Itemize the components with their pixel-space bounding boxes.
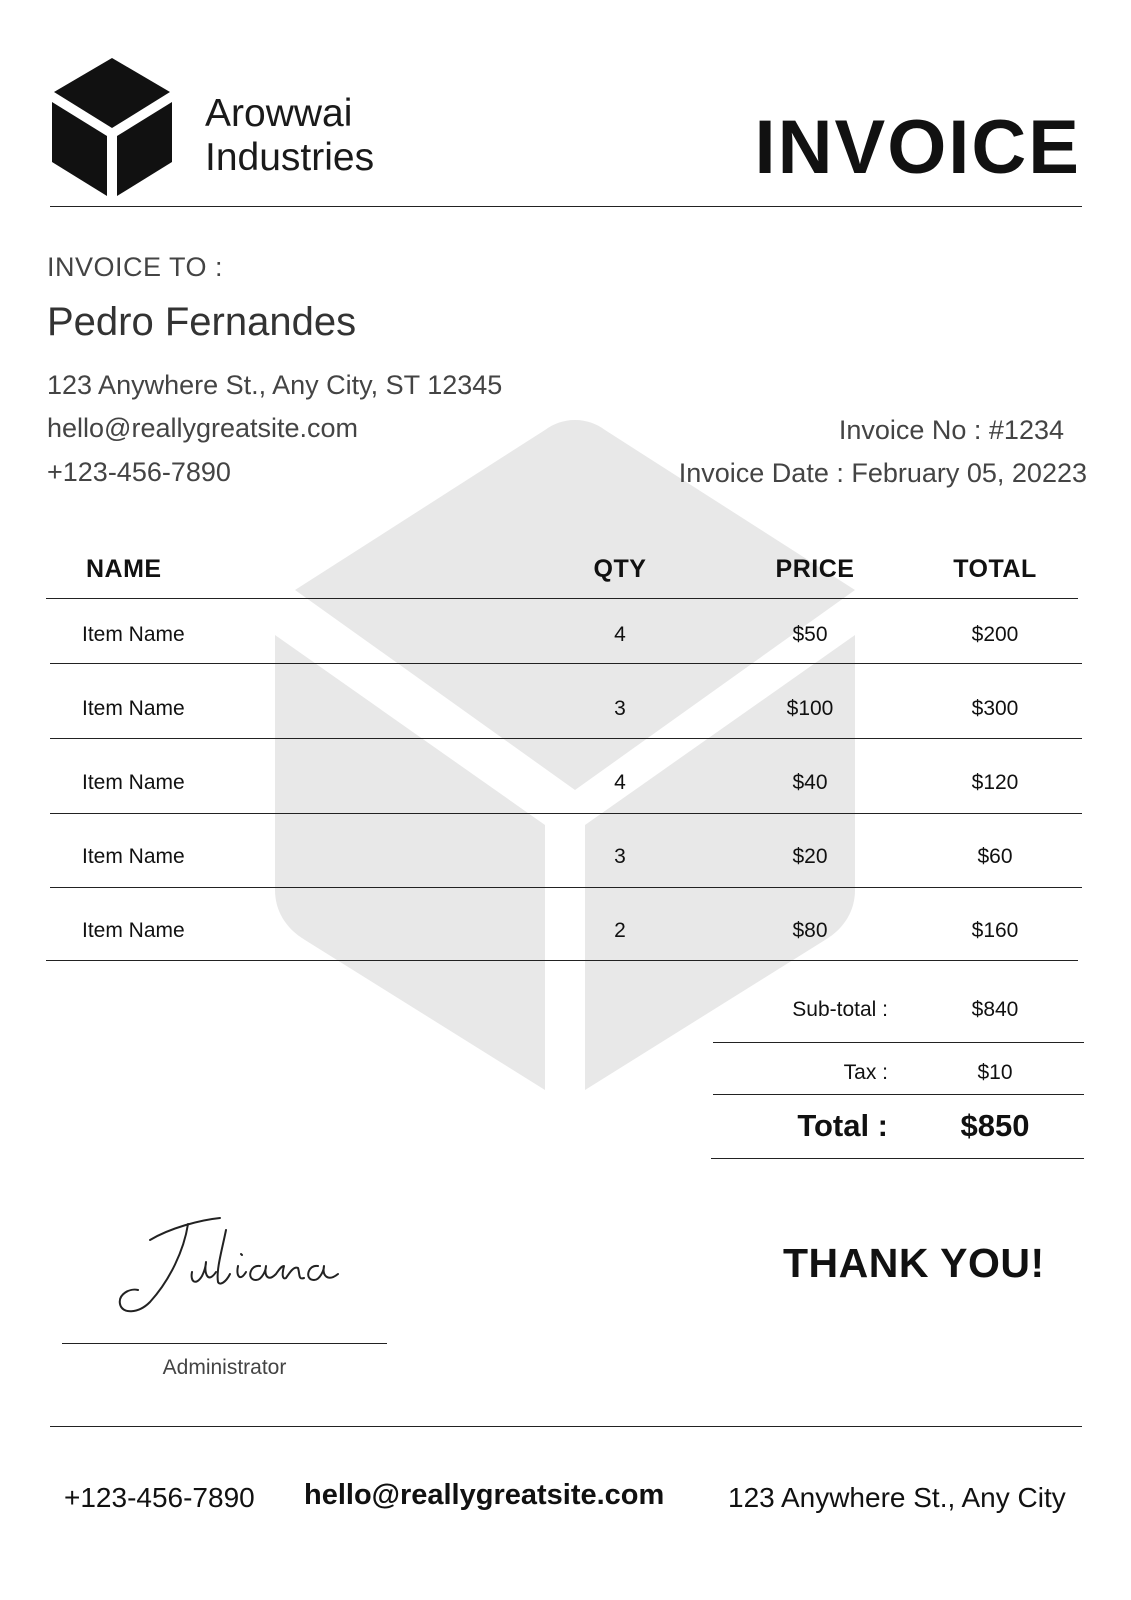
- subtotal-label: Sub-total :: [792, 998, 888, 1021]
- col-header-price: PRICE: [775, 555, 855, 583]
- item-name: Item Name: [82, 697, 185, 720]
- summary-divider: [711, 1158, 1084, 1159]
- client-address: 123 Anywhere St., Any City, ST 12345: [47, 370, 503, 400]
- row-divider: [50, 813, 1082, 814]
- summary-divider: [713, 1042, 1084, 1043]
- summary-divider: [713, 1094, 1084, 1095]
- item-qty: 4: [614, 771, 626, 794]
- tax-label: Tax :: [843, 1061, 888, 1084]
- row-divider: [50, 663, 1082, 664]
- thank-you-message: THANK YOU!: [783, 1240, 1045, 1286]
- header-divider: [50, 206, 1082, 207]
- table-row: [0, 820, 1131, 894]
- col-header-qty: QTY: [593, 555, 647, 583]
- total-value: $850: [960, 1108, 1030, 1143]
- invoice-number: Invoice No : #1234: [838, 415, 1064, 445]
- item-total: $160: [971, 919, 1019, 942]
- table-row: [0, 672, 1131, 746]
- total-label: Total :: [797, 1108, 888, 1143]
- footer-divider: [50, 1426, 1082, 1427]
- company-name-line2: Industries: [205, 136, 375, 179]
- col-header-total: TOTAL: [953, 555, 1037, 583]
- signature-image: [110, 1210, 340, 1320]
- col-header-name: NAME: [86, 555, 162, 583]
- footer-email: hello@reallygreatsite.com: [304, 1479, 665, 1511]
- item-total: $60: [977, 845, 1013, 868]
- table-row: [0, 894, 1131, 968]
- item-qty: 2: [614, 919, 626, 942]
- item-name: Item Name: [82, 771, 185, 794]
- item-qty: 3: [614, 845, 626, 868]
- signatory-role: Administrator: [162, 1356, 287, 1379]
- signature-line: [62, 1343, 387, 1344]
- company-name: [205, 92, 374, 180]
- row-divider: [50, 887, 1082, 888]
- client-email: hello@reallygreatsite.com: [47, 413, 359, 443]
- item-price: $100: [786, 697, 834, 720]
- table-row: [0, 746, 1131, 820]
- page-title: INVOICE: [754, 105, 1081, 190]
- item-price: $80: [792, 919, 828, 942]
- item-price: $20: [792, 845, 828, 868]
- item-total: $120: [971, 771, 1019, 794]
- item-qty: 4: [614, 623, 626, 646]
- footer-phone: +123-456-7890: [64, 1482, 255, 1513]
- row-divider: [50, 738, 1082, 739]
- item-name: Item Name: [82, 845, 185, 868]
- invoice-date: Invoice Date : February 05, 20223: [678, 458, 1087, 488]
- item-total: $300: [971, 697, 1019, 720]
- client-phone: +123-456-7890: [47, 457, 231, 487]
- cube-icon: [52, 58, 172, 196]
- subtotal-value: $840: [971, 998, 1019, 1021]
- item-total: $200: [971, 623, 1019, 646]
- company-name-line1: Arowwai: [205, 92, 353, 135]
- table-bottom-divider: [46, 960, 1078, 961]
- item-price: $40: [792, 771, 828, 794]
- invoice-to-label: INVOICE TO :: [47, 252, 224, 282]
- item-price: $50: [792, 623, 828, 646]
- item-name: Item Name: [82, 623, 185, 646]
- table-row: [0, 598, 1131, 672]
- client-name: Pedro Fernandes: [47, 300, 357, 344]
- item-qty: 3: [614, 697, 626, 720]
- item-name: Item Name: [82, 919, 185, 942]
- footer-address: 123 Anywhere St., Any City: [728, 1482, 1066, 1513]
- tax-value: $10: [977, 1061, 1013, 1084]
